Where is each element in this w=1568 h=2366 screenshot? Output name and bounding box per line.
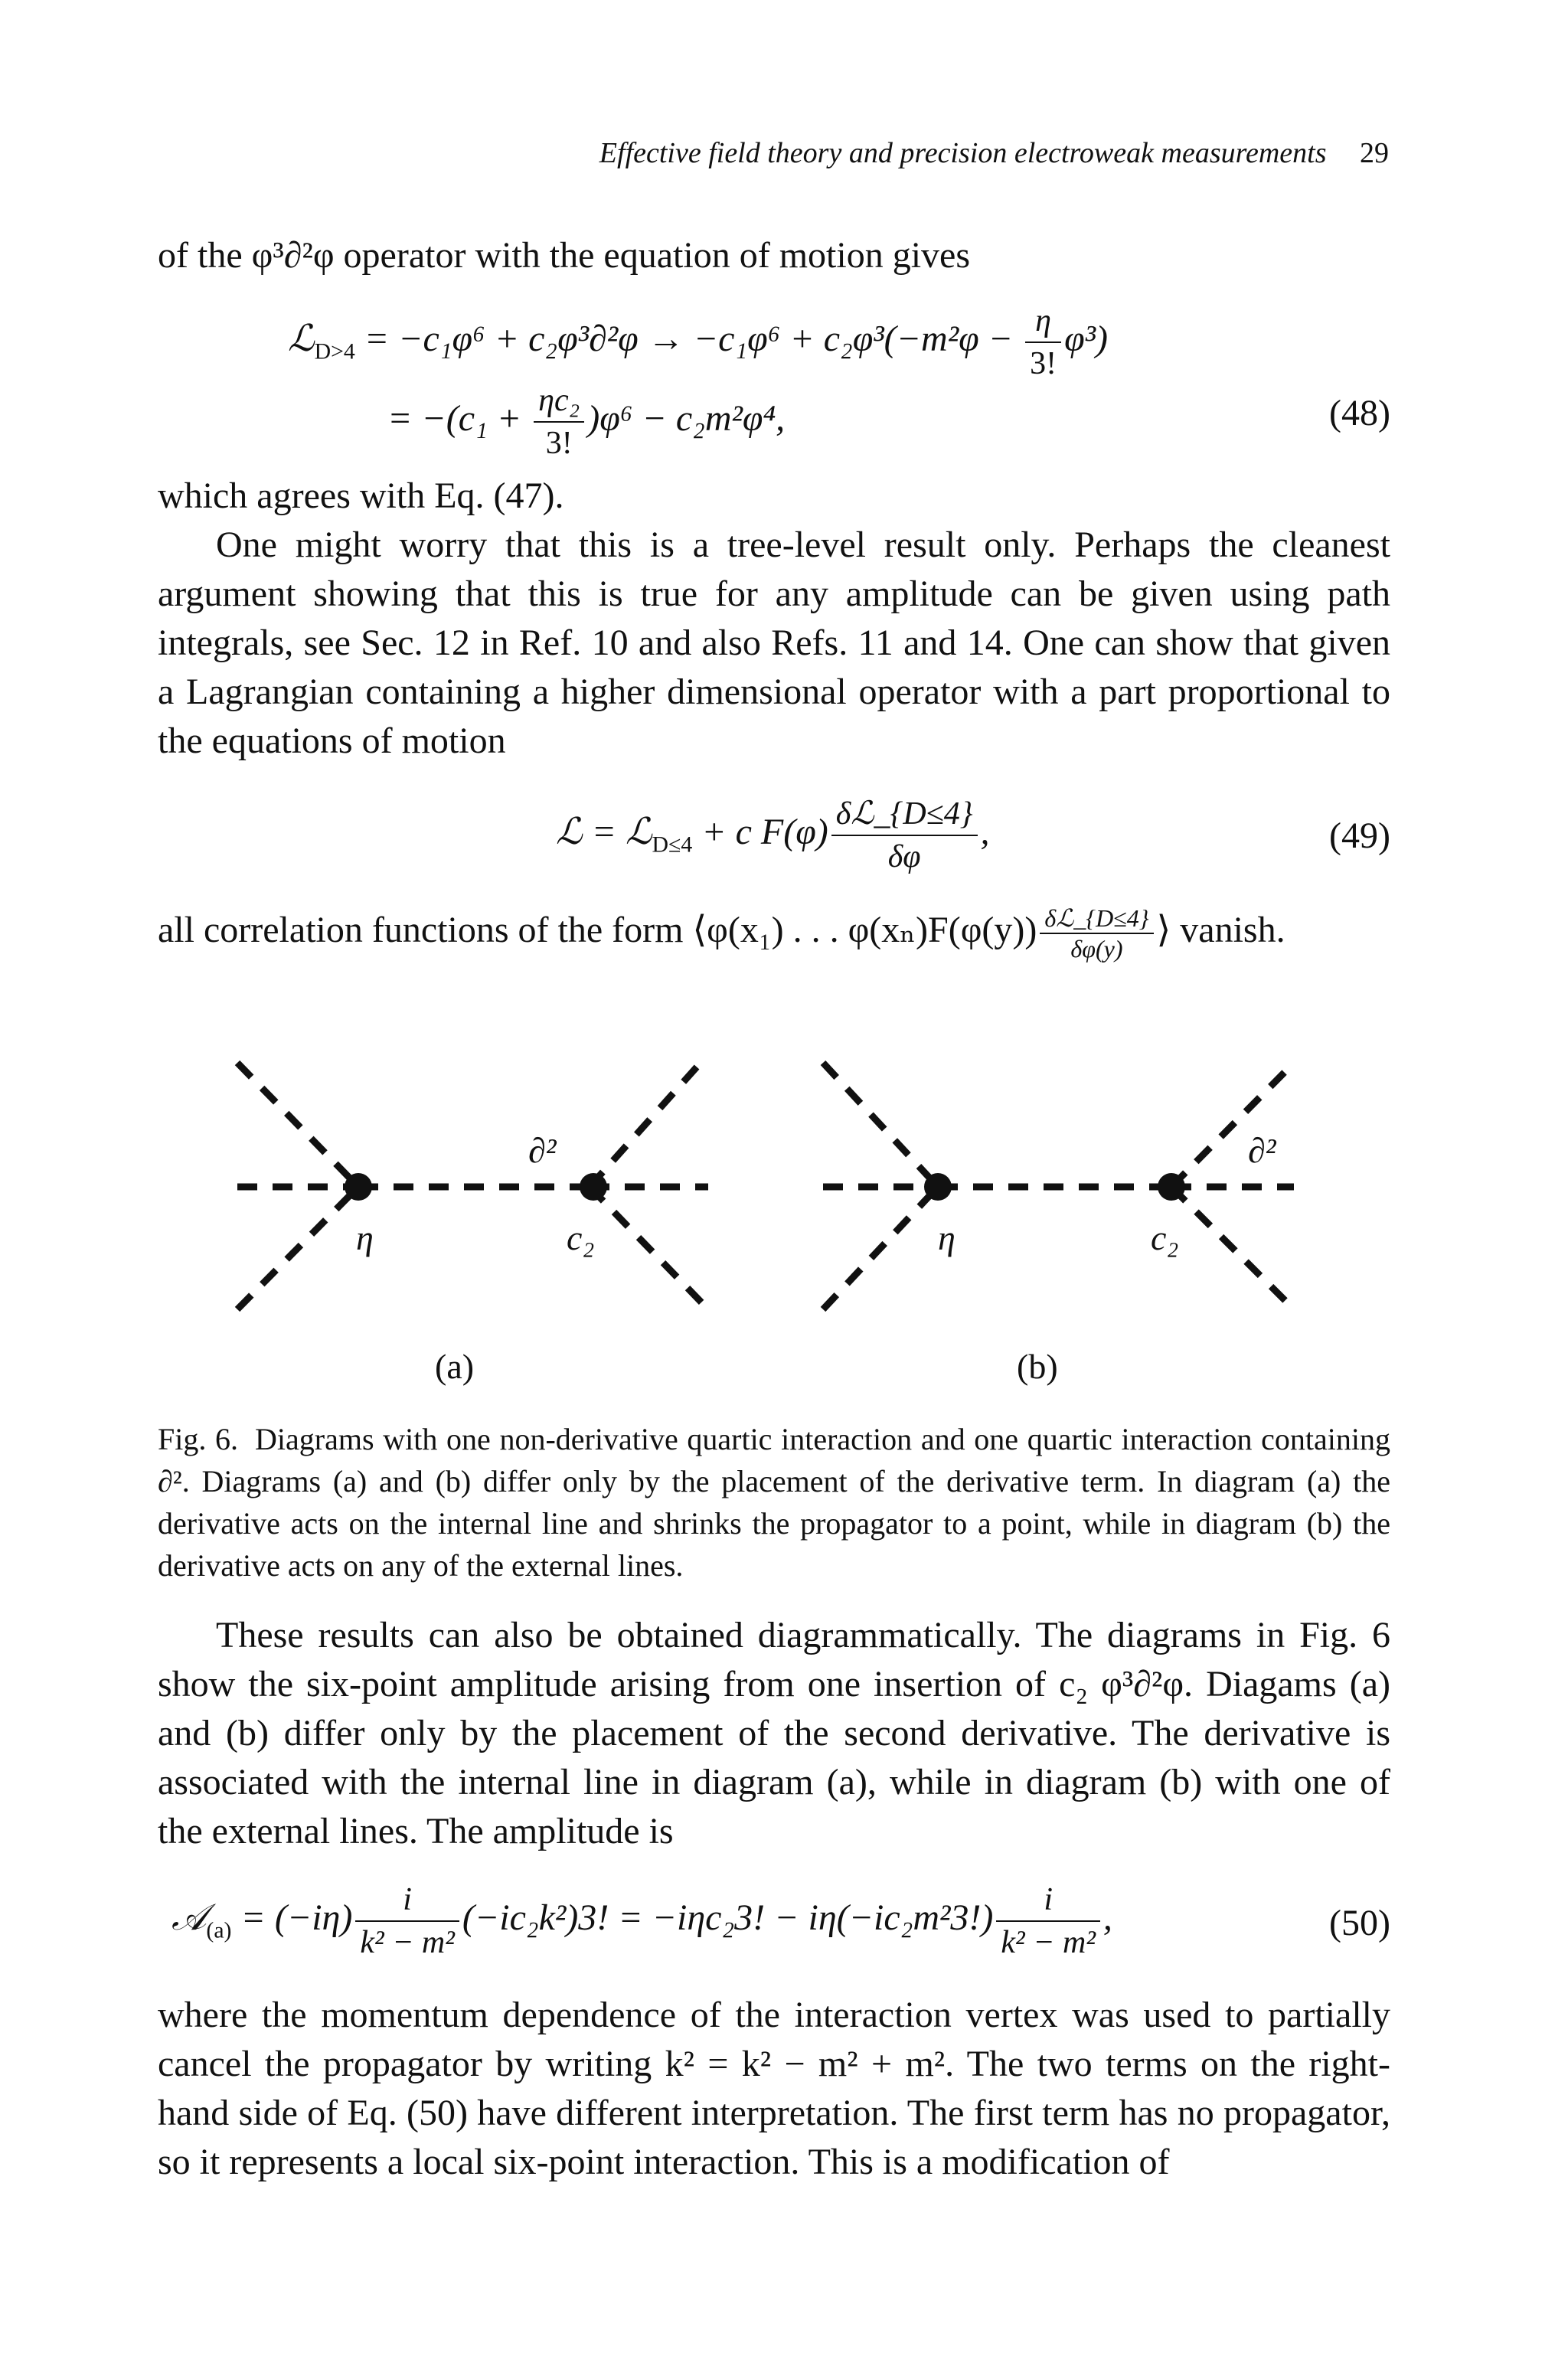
eq48-lagrangian: ℒ: [288, 319, 315, 360]
eq48-line1-body: = −c₁φ⁶ + c₂φ³∂²φ → −c₁φ⁶ + c₂φ³(−m²φ −: [354, 319, 1023, 360]
equation-number-50: (50): [1329, 1903, 1390, 1943]
paragraph-2: [158, 472, 1390, 766]
paragraph-3-text: One might worry that this is a tree-level result only. Perhaps the cleanest argument showing that this is true for any amplitude can be given using path integrals, see Sec. 12 in Ref. 10 and also Refs. 11 and 14. One can show that given a Lagrangian containing a higher dimensional operator with a part proportional to the equations of motion: [158, 525, 1390, 761]
paragraph-5: [158, 1611, 1390, 1856]
equation-49: [158, 793, 1390, 877]
eq48-line2-head: = −(c₁ +: [387, 398, 531, 440]
diagram-b-caption: (b): [1017, 1347, 1058, 1386]
figure-caption-text: Diagrams with one non-derivative quartic interaction and one quartic interaction containing ∂². Diagrams (a) and (b) differ only by the placement of the derivative term. In diagram (a) the derivative acts on the internal line and shrinks the propagator to a point, while in diagram (b) the derivative acts on any of the external lines.: [158, 1422, 1391, 1583]
diagram-b-leg-upper-left: [823, 1063, 938, 1187]
paragraph-1: [158, 231, 1390, 280]
eq48-line2-tail: )φ⁶ − c₂m²φ⁴,: [587, 398, 786, 440]
eq49-lhs: ℒ = ℒ: [556, 812, 652, 853]
paragraph-4-fraction: $\frac{\text{δℒ\_\{D≤4\}}}{\delta\varphi(y)}$: [1040, 904, 1153, 963]
figure-label: Fig. 6.: [158, 1422, 239, 1456]
paragraph-4-text-b: ⟩ vanish.: [1156, 910, 1285, 951]
equation-50: [158, 1879, 1390, 1971]
eq50-fraction-1: $\frac{i}{\text{k² − m²}}$: [355, 1879, 459, 1963]
paragraph-6-text: where the momentum dependence of the interaction vertex was used to partially cancel the propagator by writing k² = k² − m² + m². The two terms on the right-hand side of Eq. (50) have different interpretation. The first term has no propagator, so it represents a local six-point interaction. This is a modification of: [158, 1995, 1390, 2182]
diagram-a-leg-upper-right: [590, 1063, 701, 1187]
diagram-a-label-d2: ∂²: [528, 1131, 557, 1170]
paragraph-2-text: which agrees with Eq. (47).: [158, 475, 564, 516]
diagram-b-leg-lower-right: [1171, 1187, 1294, 1309]
eq50-part-b: = (−iη): [231, 1897, 353, 1939]
eq49-fraction: $\frac{\text{δℒ\_\{D≤4\}}}{\delta\varphi}$: [831, 793, 978, 877]
paragraph-4-text-a: all correlation functions of the form ⟨φ(x₁) . . . φ(xₙ)F(φ(y)): [158, 910, 1037, 951]
eq48-subscript: D>4: [314, 338, 355, 364]
running-header: [599, 136, 1389, 170]
eq49-tail: ,: [980, 812, 990, 853]
eq48-fraction-etac2: $\frac{\text{ηc₂}}{3!}$: [534, 380, 584, 464]
page-number: 29: [1360, 137, 1389, 169]
eq50-subscript: (a): [206, 1917, 232, 1943]
diagram-b-label-c2: c₂: [1151, 1218, 1179, 1257]
feynman-diagrams: [0, 1026, 1568, 1394]
equation-48-line-2: [158, 380, 1390, 461]
equation-number-49: (49): [1329, 815, 1390, 856]
paragraph-1-text: of the φ³∂²φ operator with the equation of motion gives: [158, 235, 971, 276]
diagram-b-label-d2: ∂²: [1248, 1131, 1276, 1170]
diagram-a-vertex-eta: [345, 1173, 372, 1201]
paragraph-4: [158, 904, 1390, 963]
diagram-a-label-c2: c₂: [567, 1218, 595, 1257]
diagram-a-leg-lower-right: [590, 1187, 708, 1309]
diagram-a-leg-upper-left: [237, 1063, 358, 1187]
figure-caption: [158, 1418, 1390, 1587]
eq50-part-c: (−ic₂k²)3! = −iηc₂3! − iη(−ic₂m²3!): [462, 1897, 994, 1939]
eq49-subscript: D≤4: [652, 832, 693, 858]
equation-number-48: (48): [1329, 393, 1390, 433]
diagram-b-label-eta: η: [938, 1218, 956, 1257]
paragraph-5-text: These results can also be obtained diagrammatically. The diagrams in Fig. 6 show the six-point amplitude arising from one insertion of c₂ φ³∂²φ. Diagams (a) and (b) differ only by the placement of the second derivative. The derivative is associated with the internal line in diagram (a), while in diagram (b) with one of the external lines. The amplitude is: [158, 1615, 1390, 1851]
diagram-b-vertex-c2: [1158, 1173, 1185, 1201]
running-title: Effective field theory and precision electroweak measurements: [599, 137, 1327, 169]
eq50-fraction-2: $\frac{i}{\text{k² − m²}}$: [996, 1879, 1100, 1963]
diagram-b-vertex-eta: [924, 1173, 952, 1201]
equation-48-line-1: [158, 300, 1390, 381]
diagram-a-leg-lower-left: [237, 1187, 358, 1309]
diagram-a-caption: (a): [435, 1347, 475, 1386]
eq50-tail: ,: [1102, 1897, 1112, 1939]
diagram-b-leg-lower-left: [823, 1187, 938, 1309]
paragraph-6: [158, 1991, 1390, 2187]
diagram-a-vertex-c2: [580, 1173, 607, 1201]
eq48-fraction-eta: $\frac{\eta}{3!}$: [1025, 300, 1061, 384]
eq50-amplitude: 𝒜: [172, 1897, 207, 1939]
eq49-middle: + c F(φ): [692, 812, 828, 853]
diagram-a-label-eta: η: [356, 1218, 374, 1257]
eq48-line1-tail: φ³): [1064, 319, 1108, 360]
